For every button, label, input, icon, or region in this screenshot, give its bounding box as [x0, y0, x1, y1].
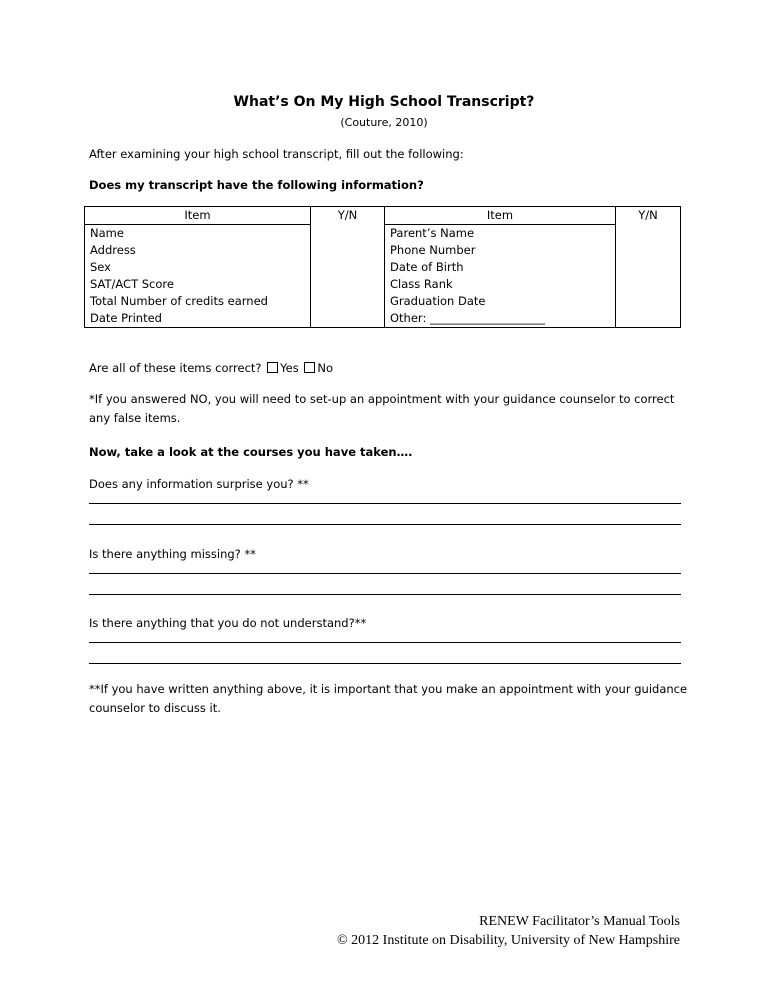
table-header-yn-left[interactable]: Y/N [311, 207, 385, 328]
list-item: Address [90, 243, 136, 257]
list-item: Sex [90, 260, 111, 274]
table-header-item-left: Item [85, 207, 311, 225]
page-title: What’s On My High School Transcript? [233, 94, 535, 110]
list-item: Class Rank [390, 277, 453, 291]
instructions: After examining your high school transcript, fill out the following: [89, 147, 464, 161]
table-header-yn-right[interactable]: Y/N [616, 207, 681, 328]
yes-label: Yes [280, 361, 299, 375]
list-item: Graduation Date [390, 294, 486, 308]
question-understand: Is there anything that you do not understand?** [89, 616, 367, 630]
yes-checkbox[interactable] [267, 362, 278, 373]
correct-question-label: Are all of these items correct? [89, 361, 262, 375]
answer-line[interactable] [89, 663, 681, 664]
no-checkbox[interactable] [304, 362, 315, 373]
list-item: SAT/ACT Score [90, 277, 174, 291]
answer-line[interactable] [89, 594, 681, 595]
footer [337, 912, 680, 950]
answer-line[interactable] [89, 503, 681, 504]
list-item: Parent’s Name [390, 226, 475, 240]
list-item: Date of Birth [390, 260, 464, 274]
list-item: Date Printed [90, 311, 162, 325]
question-missing: Is there anything missing? ** [89, 547, 256, 561]
footer-line-2: © 2012 Institute on Disability, University of New Hampshire [337, 933, 680, 948]
list-item: Other: ____________________ [390, 311, 545, 325]
page-subtitle: (Couture, 2010) [340, 116, 428, 129]
left-items-cell [85, 225, 311, 328]
list-item: Name [90, 226, 124, 240]
transcript-checklist-table [84, 206, 681, 328]
answer-line[interactable] [89, 524, 681, 525]
no-label: No [317, 361, 334, 375]
answer-line[interactable] [89, 573, 681, 574]
question-surprise: Does any information surprise you? ** [89, 477, 309, 491]
answer-line[interactable] [89, 642, 681, 643]
list-item: Total Number of credits earned [90, 294, 268, 308]
correct-question [89, 359, 689, 378]
closing-note: **If you have written anything above, it is important that you make an appointment with your guidance counselor to discuss it. [89, 682, 688, 715]
no-answer-note: *If you answered NO, you will need to set-up an appointment with your guidance counselor to correct any false items. [89, 392, 675, 425]
footer-line-1: RENEW Facilitator’s Manual Tools [479, 914, 680, 929]
right-items-cell [385, 225, 616, 328]
question-heading: Does my transcript have the following information? [89, 178, 424, 192]
list-item: Phone Number [390, 243, 476, 257]
courses-heading: Now, take a look at the courses you have taken…. [89, 445, 413, 459]
table-header-item-right: Item [385, 207, 616, 225]
